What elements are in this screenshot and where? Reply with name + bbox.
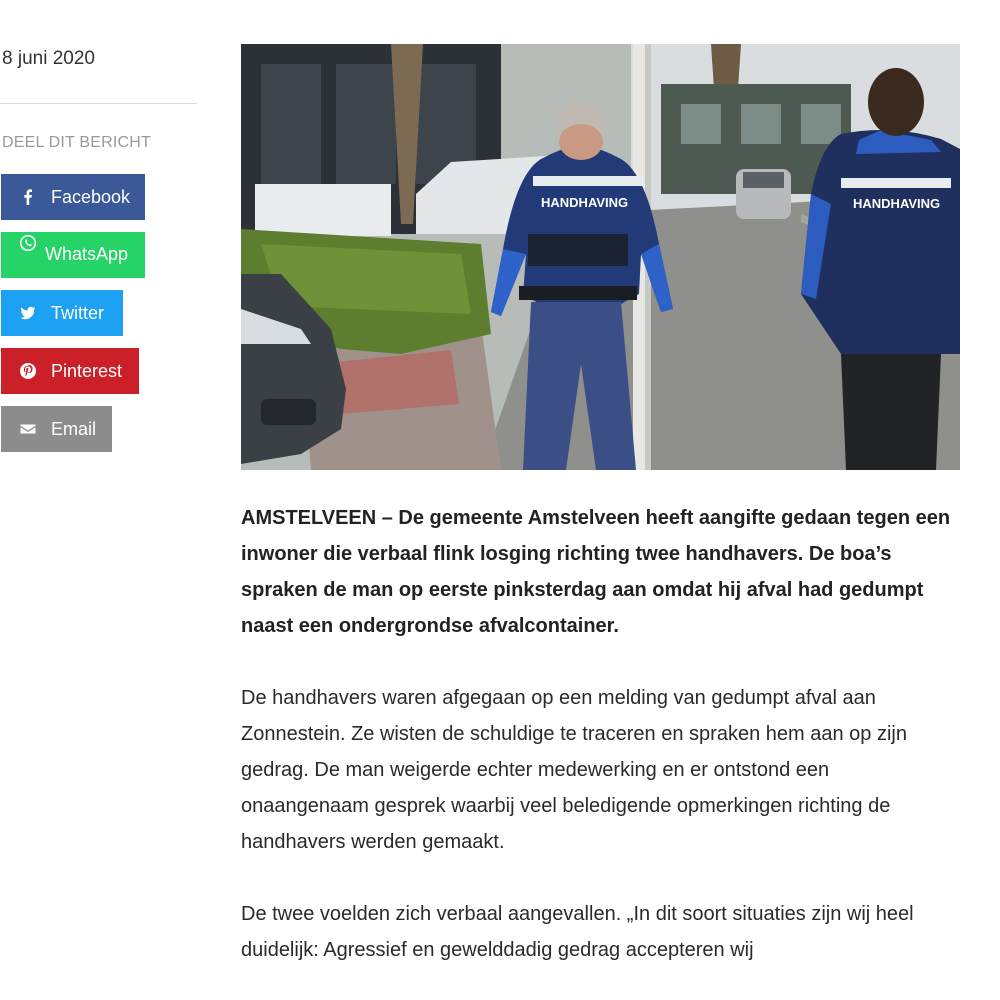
share-whatsapp-button[interactable] [1,232,145,278]
officer-left-jacket-text: HANDHAVING [541,195,629,210]
share-email-button[interactable] [1,406,112,452]
share-facebook-button[interactable] [1,174,145,220]
twitter-icon [19,304,37,322]
share-heading: DEEL DIT BERICHT [2,134,152,151]
article-lead: AMSTELVEEN – De gemeente Amstelveen heeft aangifte gedaan tegen een inwoner die verbaal flink losging richting twee handhavers. De boa’s spraken de man op eerste pinksterdag aan omdat hij afval had gedumpt naast een ondergrondse afvalcontainer. [241,507,951,637]
share-twitter-button[interactable] [1,290,123,336]
article-paragraph-2: De twee voelden zich verbaal aangevallen. „In dit soort situaties zijn wij heel duidelijk: Agressief en gewelddadig gedrag accepteren wij [241,903,914,961]
share-pinterest-button[interactable] [1,348,139,394]
publish-date: 8 juni 2020 [2,48,95,69]
share-facebook-label: Facebook [51,186,131,207]
photo-enforcement-officers [241,44,960,470]
share-pinterest-label: Pinterest [51,360,123,381]
officer-right-jacket-text: HANDHAVING [853,196,941,211]
whatsapp-icon [19,234,37,252]
sidebar-divider [0,103,197,104]
facebook-icon [19,188,37,206]
envelope-icon [19,420,37,438]
share-twitter-label: Twitter [51,302,105,323]
article-paragraph-1: De handhavers waren afgegaan op een melding van gedumpt afval aan Zonnestein. Ze wisten de schuldige te traceren en spraken hem aan op zijn gedrag. De man weigerde echter medewerking en er ontstond een onaangenaam gesprek waarbij veel beledigende opmerkingen richting de handhavers werden gemaakt. [241,687,907,853]
article-body [241,500,961,968]
article-photo [241,44,960,470]
share-whatsapp-label: WhatsApp [45,244,129,264]
pinterest-icon [19,362,37,380]
share-email-label: Email [51,418,97,439]
